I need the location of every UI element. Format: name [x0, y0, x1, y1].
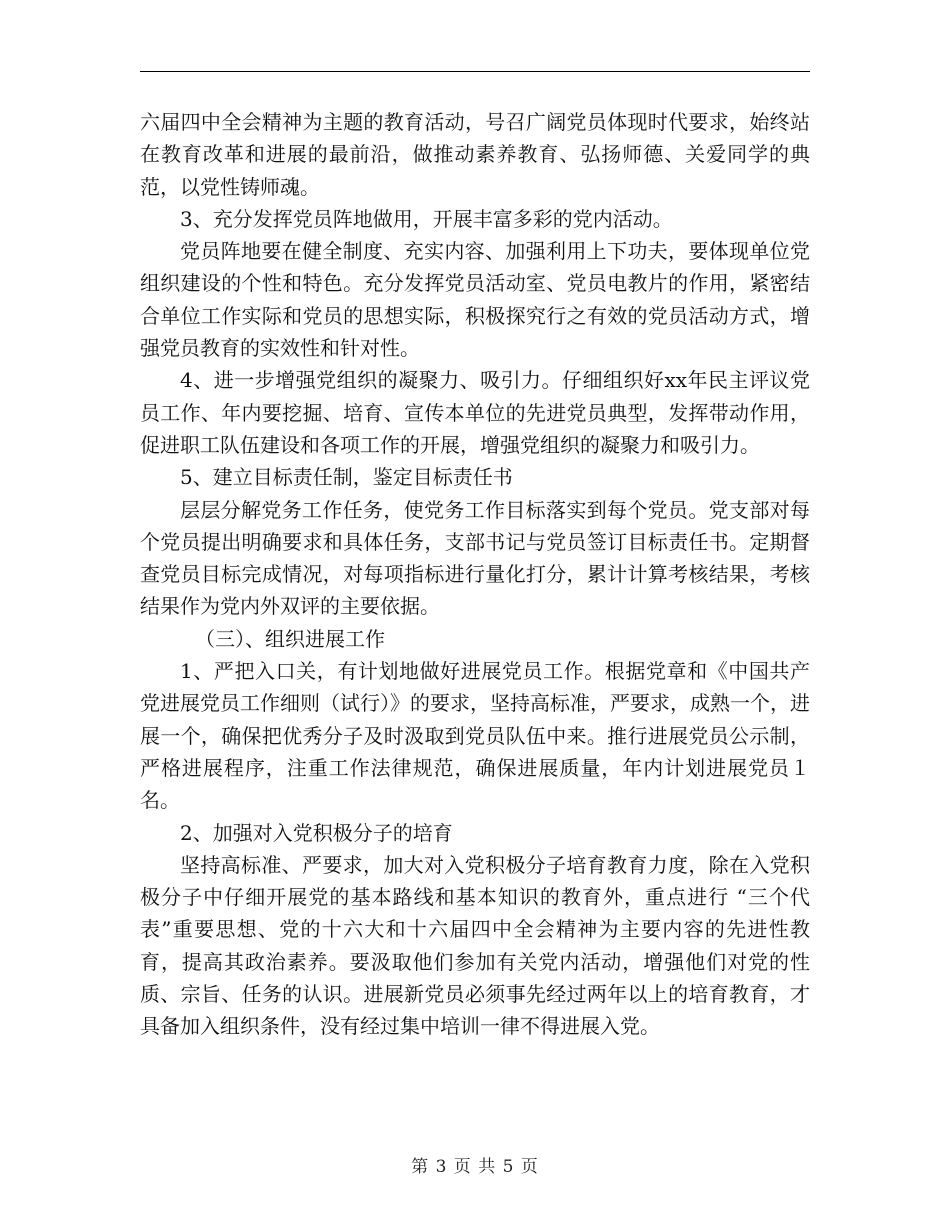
page-number: 第 3 页 共 5 页 [411, 1157, 539, 1177]
section-heading: （三）、组织进展工作 [195, 626, 385, 651]
document-body [140, 106, 810, 1043]
paragraph: 坚持高标准、严要求，加大对入党积极分子培育教育力度，除在入党积极分子中仔细开展党的基本路线和基本知识的教育外，重点进行 “三个代表”重要思想、党的十六大和十六届四中全会精神为主要内容的先进性教育，提高其政治素养。要汲取他们参加有关党内活动，增强他们对党的性质、宗旨、任务的认识。进展新党员必须事先经过两年以上的培育教育，才具备加入组织条件，没有经过集中培训一律不得进展入党。 [140, 852, 810, 1039]
item-heading-2: 2、加强对入党积极分子的培育 [180, 820, 453, 845]
item-heading-3: 3、充分发挥党员阵地做用，开展丰富多彩的党内活动。 [180, 206, 673, 231]
paragraph: 党员阵地要在健全制度、充实内容、加强利用上下功夫，要体现单位党组织建设的个性和特色。充分发挥党员活动室、党员电教片的作用，紧密结合单位工作实际和党员的思想实际，积极探究行之有效的党员活动方式，增强党员教育的实效性和针对性。 [140, 239, 810, 361]
paragraph-continuation: 六届四中全会精神为主题的教育活动，号召广阔党员体现时代要求，始终站在教育改革和进展的最前沿，做推动素养教育、弘扬师德、关爱同学的典范，以党性铸师魂。 [140, 110, 810, 199]
item-heading-1: 1、严把入口关，有计划地做好进展党员工作。根据党章和《中国共产党进展党员工作细则（试行）》的要求，坚持高标准，严要求，成熟一个，进展一个，确保把优秀分子及时汲取到党员队伍中来。推行进展党员公示制，严格进展程序，注重工作法律规范，确保进展质量，年内计划进展党员１名。 [140, 659, 810, 813]
header-rule [140, 71, 810, 72]
item-heading-4: 4、进一步增强党组织的凝聚力、吸引力。仔细组织好xx年民主评议党员工作、年内要挖掘、培育、宣传本单位的先进党员典型，发挥带动作用，促进职工队伍建设和各项工作的开展，增强党组织的凝聚力和吸引力。 [140, 368, 810, 457]
item-heading-5: 5、建立目标责任制，鉴定目标责任书 [180, 465, 513, 490]
paragraph: 层层分解党务工作任务，使党务工作目标落实到每个党员。党支部对每个党员提出明确要求和具体任务，支部书记与党员签订目标责任书。定期督查党员目标完成情况，对每项指标进行量化打分，累计计算考核结果，考核结果作为党内外双评的主要依据。 [140, 497, 810, 619]
